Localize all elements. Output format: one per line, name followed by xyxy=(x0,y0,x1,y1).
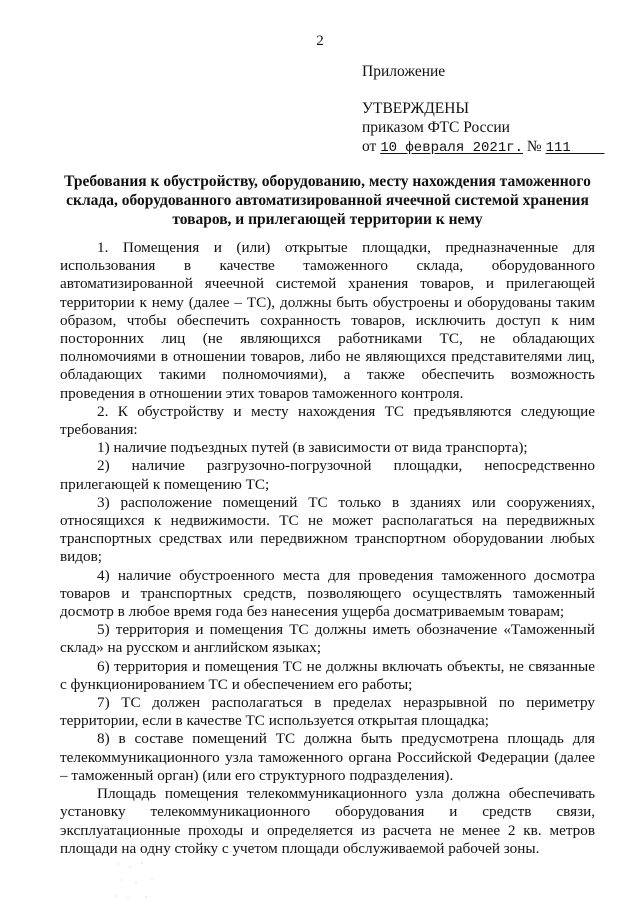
order-date: 10 февраля 2021г. xyxy=(380,140,524,156)
list-item: 6) территория и помещения ТС не должны включать объекты, не связанные с функционированием ТС и обеспечением его работы; xyxy=(60,657,595,693)
list-item: 2) наличие разгрузочно-погрузочной площадки, непосредственно прилегающей к помещению ТС; xyxy=(60,457,595,493)
order-number: 111 xyxy=(545,140,571,156)
document-title xyxy=(60,172,595,229)
title-line: склада, оборудованного автоматизированной ячеечной системой хранения xyxy=(66,192,589,209)
approval-header xyxy=(362,62,604,158)
title-line: товаров, и прилегающей территории к нему xyxy=(172,211,483,228)
scan-specks xyxy=(112,858,172,903)
paragraph: 2. К обустройству и месту нахождения ТС предъявляются следующие требования: xyxy=(60,402,595,439)
list-item: 3) расположение помещений ТС только в зданиях или сооружениях, относящихся к недвижимости. ТС не может располагаться на передвижных транспортных средствах или передвижном транспортном оборудовании любых видов; xyxy=(60,493,595,566)
approved-label: УТВЕРЖДЕНЫ xyxy=(362,100,469,117)
appendix-label: Приложение xyxy=(362,63,446,80)
order-label: приказом ФТС России xyxy=(362,119,510,136)
number-prefix: № xyxy=(526,138,542,155)
date-prefix: от xyxy=(362,138,377,155)
list-item: 8) в составе помещений ТС должна быть предусмотрена площадь для телекоммуникационного узла таможенного органа Российской Федерации (далее – таможенный орган) (или его структурного подразделения). xyxy=(60,730,595,784)
paragraph: 1. Помещения и (или) открытые площадки, предназначенные для использования в качестве таможенного склада, оборудованного автоматизированной ячеечной системой хранения товаров, и прилегающей территории к нему (далее – ТС), должны быть обустроены и оборудованы таким образом, чтобы обеспечить сохранность товаров, исключить доступ к ним посторонних лиц (не являющихся работниками ТС, не обладающих полномочиями в отношении товаров, либо не являющихся представителями лиц, обладающих такими полномочиями), а также обеспечить возможность проведения в отношении этих товаров таможенного контроля. xyxy=(60,239,595,402)
list-item: 1) наличие подъездных путей (в зависимости от вида транспорта); xyxy=(97,439,528,457)
title-line: Требования к обустройству, оборудованию, месту нахождения таможенного xyxy=(64,173,591,190)
order-date-line xyxy=(362,137,604,158)
paragraph: Площадь помещения телекоммуникационного узла должна обеспечивать установку телекоммуникационного оборудования и средств связи, эксплуатационные проходы и определяется из расчета не менее 2 кв. метров площади на одну стойку с учетом площади обслуживаемой рабочей зоны. xyxy=(60,785,595,857)
document-body xyxy=(60,239,595,858)
list-item: 7) ТС должен располагаться в пределах неразрывной по периметру территории, если в качестве ТС используется открытая площадка; xyxy=(60,694,595,730)
page-number: 2 xyxy=(316,33,324,49)
list-item: 4) наличие обустроенного места для проведения таможенного досмотра товаров и транспортных средств, позволяющего осуществлять таможенный досмотр в любое время года без нанесения ущерба досматриваемым товарам; xyxy=(60,566,595,621)
list-item: 5) территория и помещения ТС должны иметь обозначение «Таможенный склад» на русском и английском языках; xyxy=(60,621,595,657)
